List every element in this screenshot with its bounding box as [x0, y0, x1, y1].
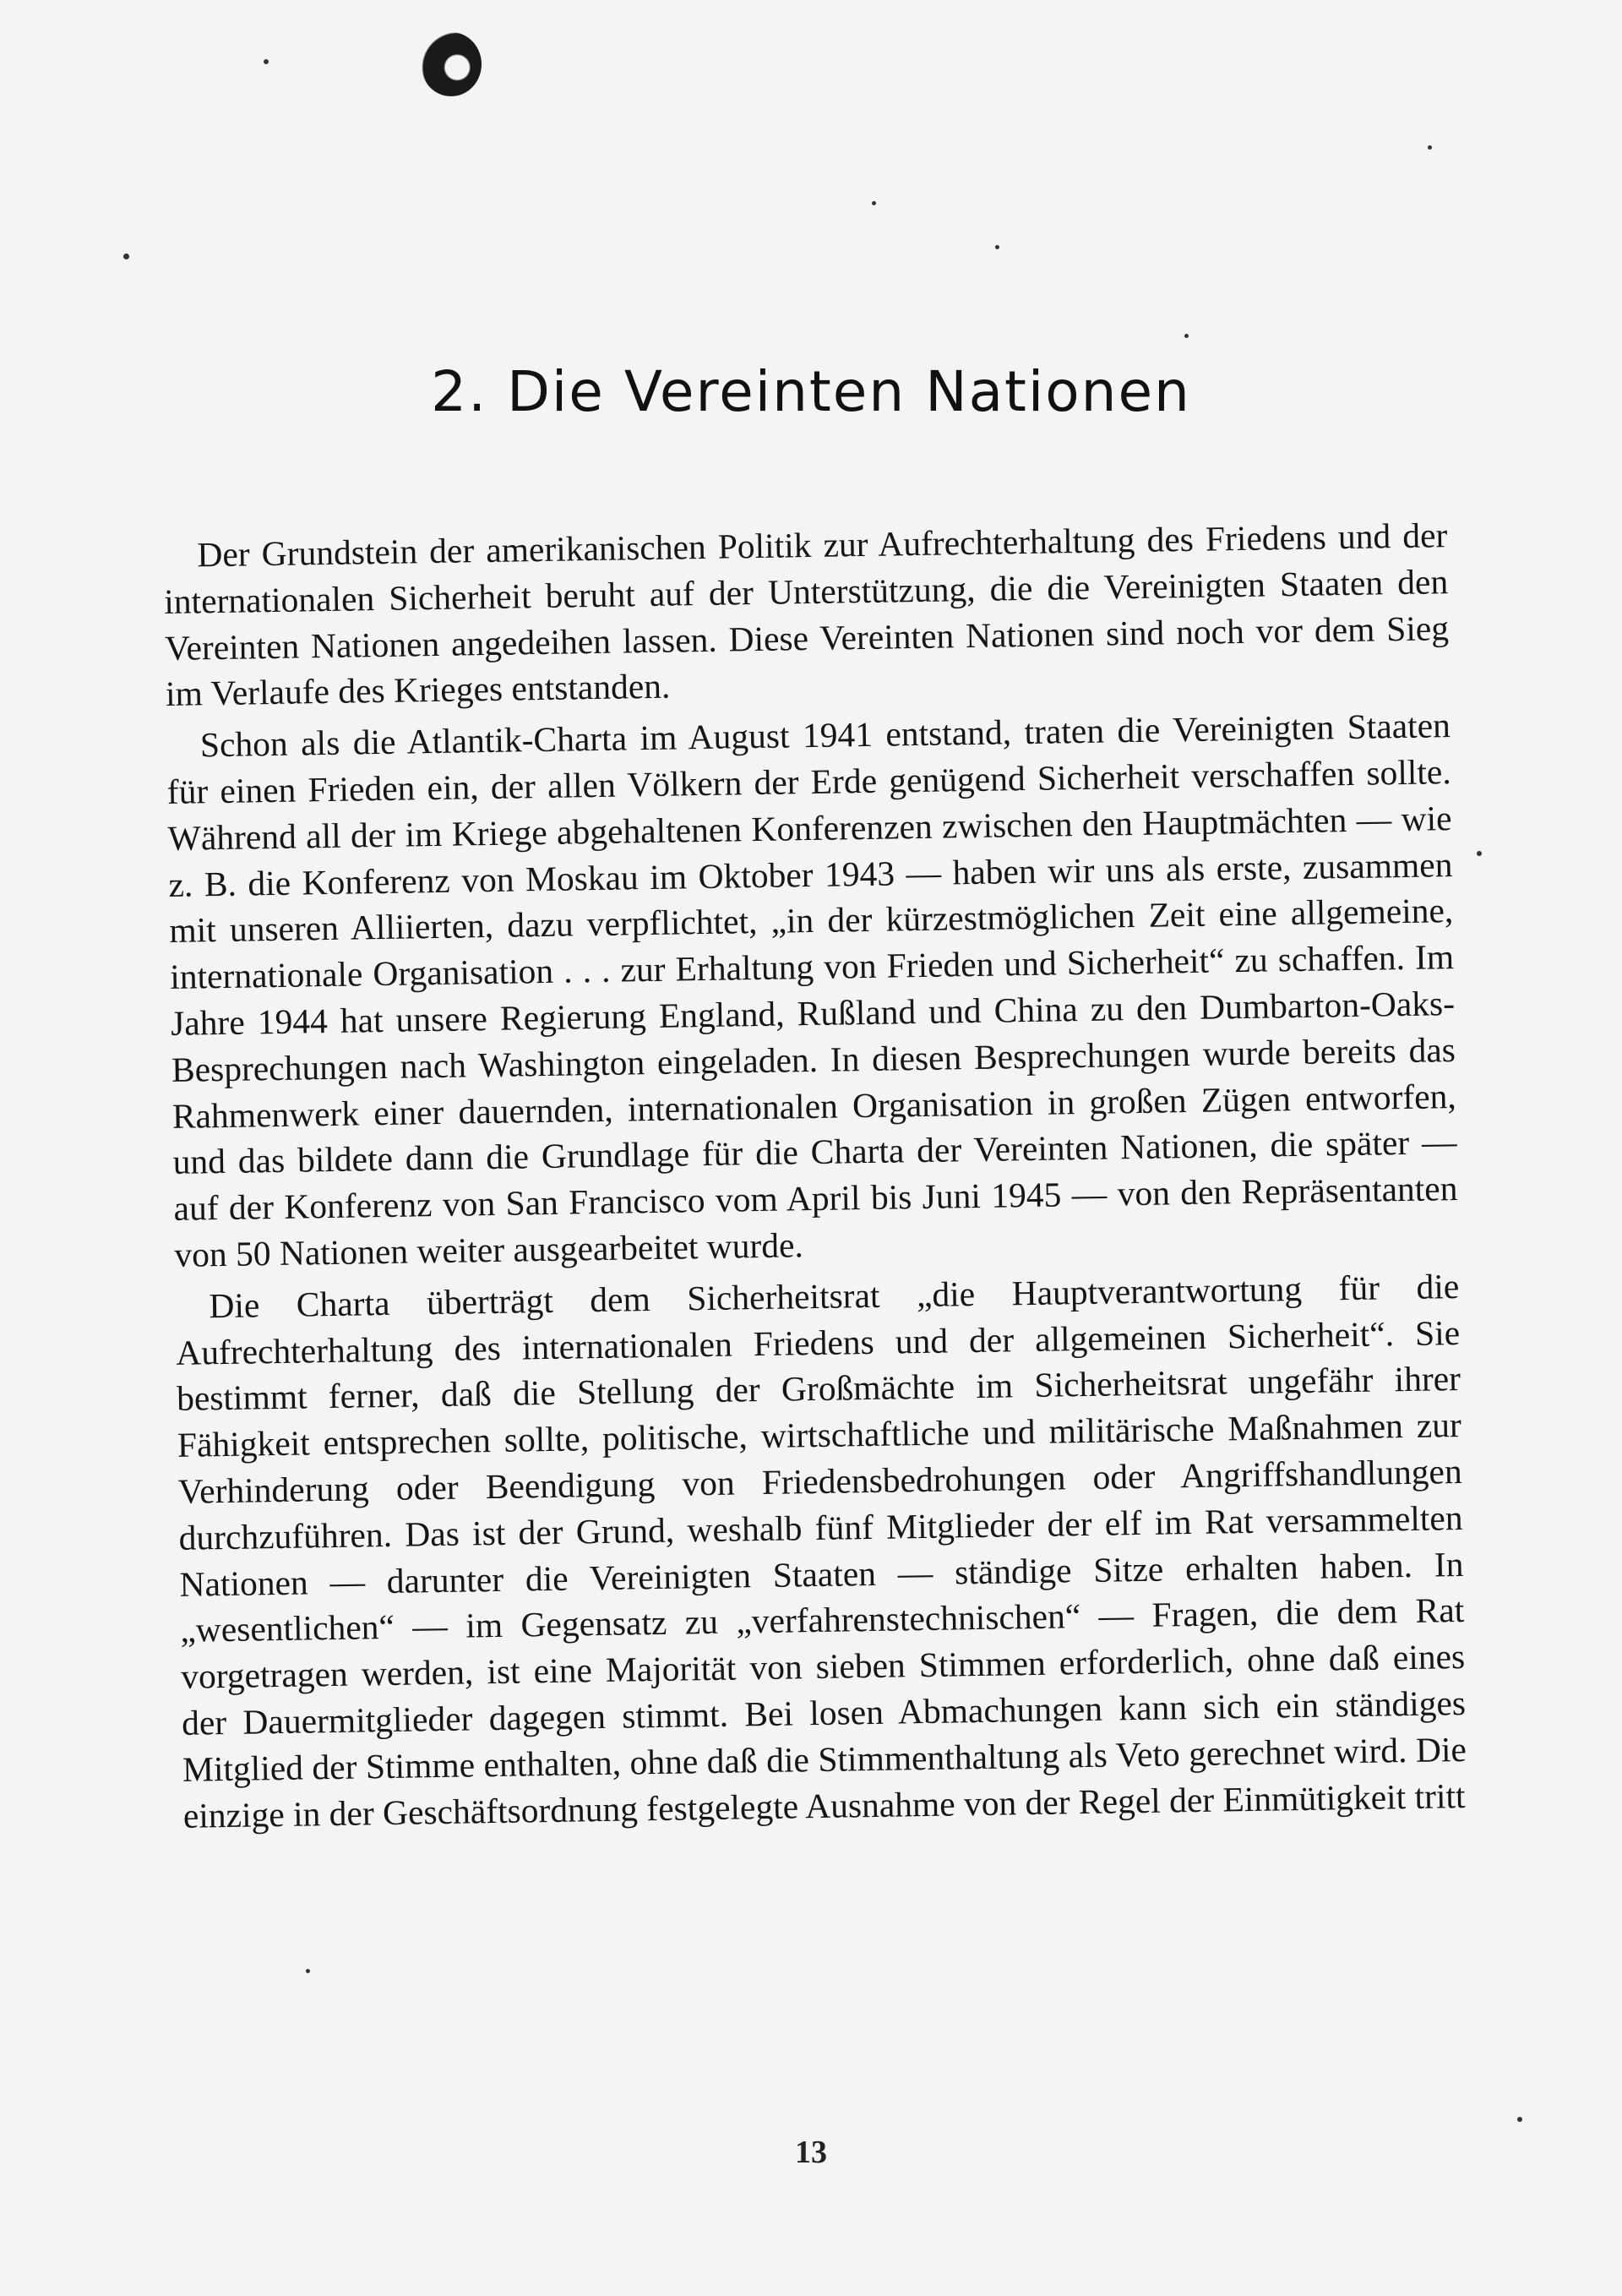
dust-speck — [1428, 145, 1432, 150]
body-text — [163, 512, 1467, 1844]
dust-speck — [872, 201, 876, 205]
dust-speck — [264, 59, 269, 64]
chapter-title: 2. Die Vereinten Nationen — [431, 359, 1191, 424]
dust-speck — [1184, 334, 1189, 338]
dust-speck — [1477, 851, 1482, 856]
dust-speck — [995, 245, 999, 249]
paragraph: Die Charta überträgt dem Sicherheitsrat „die Hauptverantwortung für die Aufrechterhaltung des internationalen Friedens und der allgemeinen Sicherheit“. Sie bestimmt ferner, daß die Stellung der Großmächte im Sicherheitsrat ungefähr ihrer Fähigkeit entsprechen sollte, politische, wirtschaftliche und militärische Maßnahmen zur Verhinderung oder Beendigung von Friedensbedrohungen oder Angriffshandlungen durchzuführen. Das ist der Grund, weshalb fünf Mitglieder der elf im Rat versammelten Nationen — darunter die Vereinigten Staaten — ständige Sitze erhalten haben. In „wesentlichen“ — im Gegensatz zu „verfahrenstechnischen“ — Fragen, die dem Rat vorgetragen werden, ist eine Majorität von sieben Stimmen erforderlich, ohne daß eines der Dauermitglieder dagegen stimmt. Bei losen Abmachungen kann sich ein ständiges Mitglied der Stimme enthalten, ohne daß die Stimmenthaltung als Veto gerechnet wird. Die einzige in der Geschäftsordnung festgelegte Ausnahme von der Regel der Einmütigkeit tritt — [175, 1266, 1467, 1835]
dust-speck — [306, 1969, 310, 1973]
dust-speck — [123, 254, 129, 259]
paragraph: Schon als die Atlantik-Charta im August 1941 entstand, traten die Vereinigten Staaten für einen Frieden ein, der allen Völkern der Erde genügend Sicherheit verschaffen sollte. Während all der im Kriege abgehaltenen Konferenzen zwischen den Hauptmächten — wie z. B. die Konferenz von Moskau im Oktober 1943 — haben wir uns als erste, zusammen mit unseren Alliierten, dazu verpflichtet, „in der kürzestmöglichen Zeit eine allgemeine, internationale Organisation . . . zur Erhaltung von Frieden und Sicherheit“ zu schaffen. Im Jahre 1944 hat unsere Regierung England, Rußland und China zu den Dumbarton-Oaks-Besprechungen nach Washington eingeladen. In diesen Besprechungen wurde bereits das Rahmenwerk einer dauernden, internationalen Organisation in großen Zügen entworfen, und das bildete dann die Grundlage für die Charta der Vereinten Nationen, die später — auf der Konferenz von San Francisco vom April bis Juni 1945 — von den Repräsentanten von 50 Nationen weiter ausgearbeitet wurde. — [166, 706, 1458, 1274]
dust-speck — [1517, 2117, 1522, 2122]
paragraph: Der Grundstein der amerikanischen Politik zur Aufrechterhaltung des Friedens und der internationalen Sicherheit beruht auf der Unterstützung, die die Vereinigten Staaten den Vereinten Nationen angedeihen lassen. Diese Vereinten Nationen sind noch vor dem Sieg im Verlaufe des Krieges entstanden. — [163, 515, 1450, 714]
ink-blot-mark — [421, 32, 482, 96]
page-number: 13 — [795, 2135, 827, 2170]
